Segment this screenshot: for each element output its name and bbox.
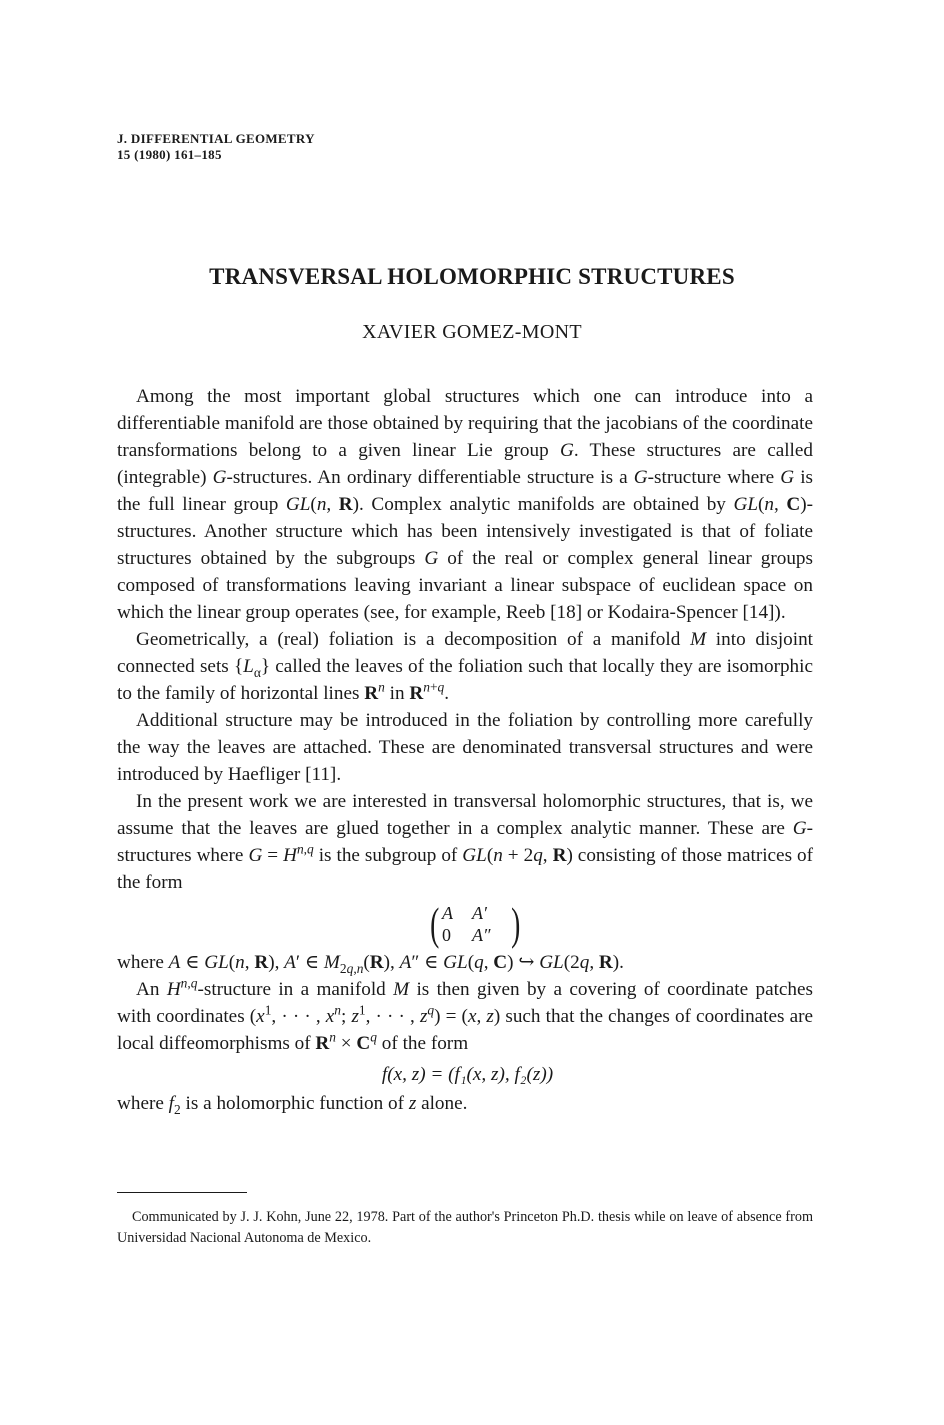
paper-body [117,383,813,1117]
paper-title: TRANSVERSAL HOLOMORPHIC STRUCTURES [209,264,735,289]
paragraph-intro: Among the most important global structures which one can introduce into a differentiable manifold are those obtained by requiring that the jacobians of the coordinate transformations belong to a given linear Lie group G. These structures are called (integrable) G-structures. An ordinary differentiable structure is a G-structure where G is the full linear group GL(n, R). Complex analytic manifolds are obtained by GL(n, C)-structures. Another structure which has been intensively investigated is that of foliate structures obtained by the subgroups G of the real or complex general linear groups composed of transformations leaving invariant a linear subspace of euclidean space on which the linear group operates (see, for example, Reeb [18] or Kodaira-Spencer [14]). [117,386,814,623]
matrix-display [117,896,813,949]
paper-author: XAVIER GOMEZ-MONT [362,321,582,343]
journal-name: J. DIFFERENTIAL GEOMETRY [117,131,315,146]
paragraph-present-work: In the present work we are interested in transversal holomorphic structures, that is, we assume that the leaves are glued together in a complex analytic manner. These are G-structures where G = H$^{n,q}$ is the subgroup of GL(n + 2q, R) consisting of those matrices of the form [117,791,814,893]
matrix-right-paren: ) [511,897,521,949]
journal-header [117,131,315,163]
matrix-entry: A″ [472,924,491,945]
footnote-rule [117,1192,247,1193]
matrix-left-paren: ( [429,897,439,949]
journal-volume: 15 (1980) 161–185 [117,147,222,162]
footnote: Communicated by J. J. Kohn, June 22, 1978. Part of the author's Princeton Ph.D. thesis while on leave of absence from Universidad Nacional Autonoma de Mexico. [117,1209,813,1246]
paragraph-foliation: Geometrically, a (real) foliation is a decomposition of a manifold M into disjoint connected sets $\{L_\alpha\}$ called the leaves of the foliation such that locally they are isomorphic to the family of horizontal lines $R^n$ in $R^{n+q}$. [117,629,813,704]
paragraph-additional: Additional structure may be introduced in the foliation by controlling more carefully the way the leaves are attached. These are denominated transversal structures and were introduced by Haefliger [11]. [117,710,813,785]
formula-transition: f(x, z) = (f₁(x, z), f₂(z)) [381,1064,554,1085]
paragraph-hnq-structure: An H$^{n,q}$-structure in a manifold M is then given by a covering of coordinate patches with coordinates ($x^1$, · · · , $x^n$; $z^1$, · · · , $z^q) = (x$, z) such that the changes of coordinates are local diffeomorphisms of $R^n \times C^q$ of the form [117,975,814,1054]
matrix-entry: A′ [472,902,487,923]
matrix-entry: A [442,902,453,923]
paragraph-holomorphic: where $f_2$ is a holomorphic function of z alone. [117,1093,468,1117]
paragraph-where: where A ∈ GL(n, R), A′ ∈ $M_{2q,n}(R)$, A″ ∈ GL(q, C) ↪ GL(2q, R). [117,952,624,976]
matrix-entry: 0 [442,924,451,945]
